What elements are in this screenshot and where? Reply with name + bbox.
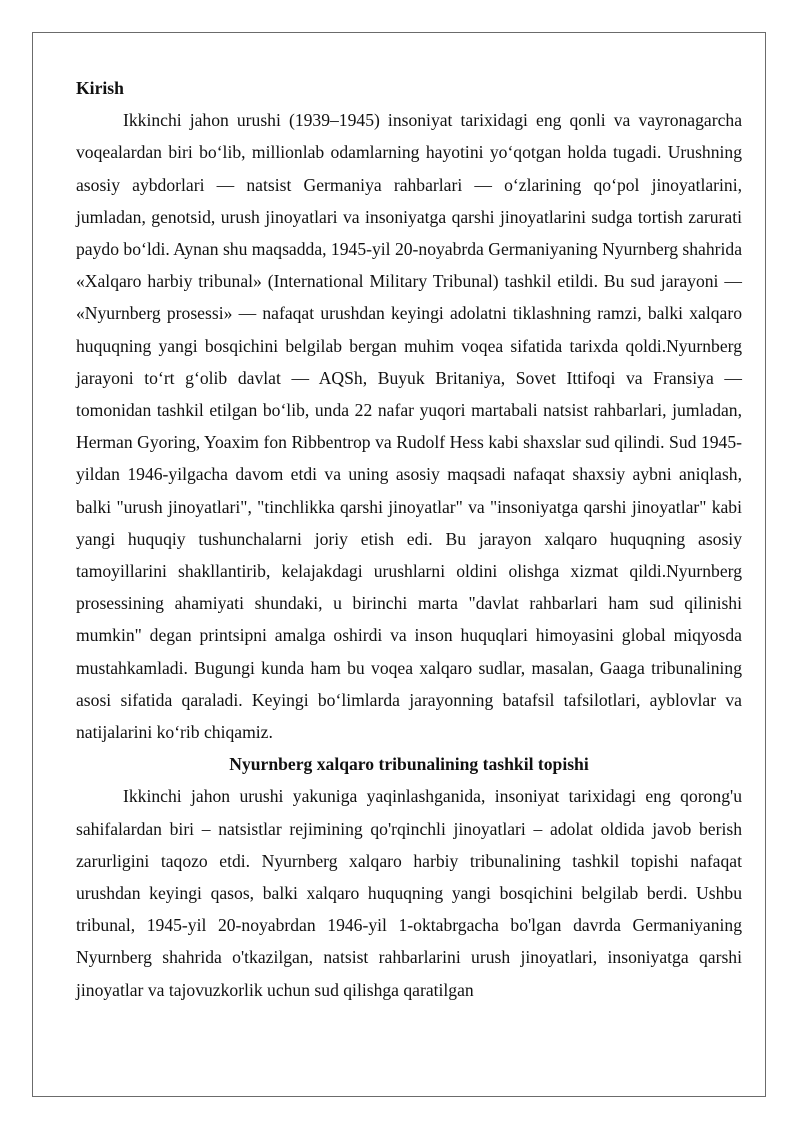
section-heading-intro: Kirish <box>76 78 124 98</box>
tribunal-paragraph: Ikkinchi jahon urushi yakuniga yaqinlashganida, insoniyat tarixidagi eng qorong'u sahifalardan biri – natsistlar rejimining qo'rqinchli jinoyatlari – adolat oldida javob berish zarurligini taqozo etdi. Nyurnberg xalqaro harbiy tribunalining tashkil topishi nafaqat urushdan keyingi qasos, balki xalqaro huquqning yangi bosqichini belgilab berdi. Ushbu tribunal, 1945-yil 20-noyabrdan 1946-yil 1-oktabrgacha bo'lgan davrda Germaniyaning Nyurnberg shahrida o'tkazilgan, natsist rahbarlarini urush jinoyatlari, insoniyatga qarshi jinoyatlar va tajovuzkorlik uchun sud qilishga qaratilgan <box>76 786 742 1000</box>
section-heading-tribunal: Nyurnberg xalqaro tribunalining tashkil topishi <box>229 754 589 775</box>
intro-paragraph: Ikkinchi jahon urushi (1939–1945) insoniyat tarixidagi eng qonli va vayronagarcha voqealardan biri bo‘lib, millionlab odamlarning hayotini yo‘qotgan holda tugadi. Urushning asosiy aybdorlari — natsist Germaniya rahbarlari — o‘zlarining qo‘pol jinoyatlarini, jumladan, genotsid, urush jinoyatlari va insoniyatga qarshi jinoyatlarini sudga tortish zarurati paydo bo‘ldi. Aynan shu maqsadda, 1945-yil 20-noyabrda Germaniyaning Nyurnberg shahrida «Xalqaro harbiy tribunal» (International Military Tribunal) tashkil etildi. Bu sud jarayoni — «Nyurnberg prosessi» — nafaqat urushdan keyingi adolatni tiklashning ramzi, balki xalqaro huquqning yangi bosqichini belgilab bergan muhim voqea sifatida tarixda qoldi.Nyurnberg jarayoni to‘rt g‘olib davlat — AQSh, Buyuk Britaniya, Sovet Ittifoqi va Fransiya — tomonidan tashkil etilgan bo‘lib, unda 22 nafar yuqori martabali natsist rahbarlari, jumladan, Herman Gyoring, Yoaxim fon Ribbentrop va Rudolf Hess kabi shaxslar sud qilindi. Sud 1945-yildan 1946-yilgacha davom etdi va uning asosiy maqsadi nafaqat shaxsiy aybni aniqlash, balki "urush jinoyatlari", "tinchlikka qarshi jinoyatlar" va "insoniyatga qarshi jinoyatlar" kabi yangi huquqiy tushunchalarni joriy etish edi. Bu jarayon xalqaro huquqning asosiy tamoyillarini shakllantirib, kelajakdagi urushlarni oldini olishga xizmat qildi.Nyurnberg prosessining ahamiyati shundaki, u birinchi marta "davlat rahbarlari ham sud qilinishi mumkin" degan printsipni amalga oshirdi va inson huquqlari himoyasini global miqyosda mustahkamladi. Bugungi kunda ham bu voqea xalqaro sudlar, masalan, Gaaga tribunalining asosi sifatida qaraladi. Keyingi bo‘limlarda jarayonning batafsil tafsilotlari, ayblovlar va natijalarini ko‘rib chiqamiz. <box>76 110 742 743</box>
document-body <box>76 72 742 1006</box>
